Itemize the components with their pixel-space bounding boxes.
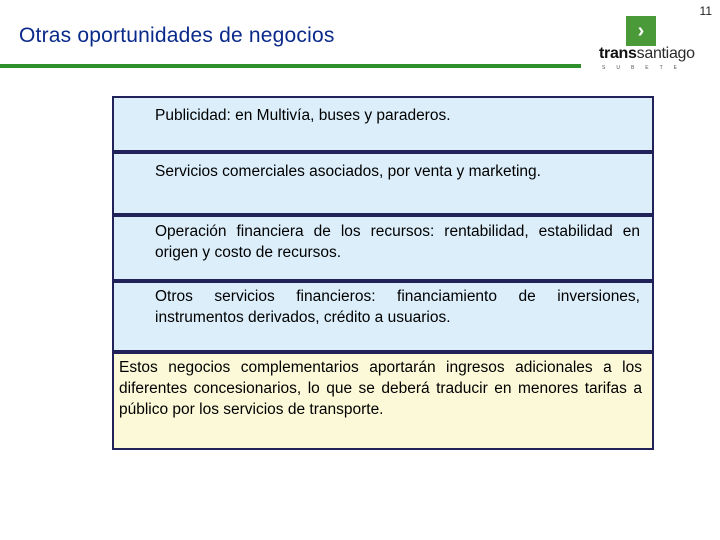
- list-item-text: Servicios comerciales asociados, por venta y marketing.: [155, 163, 541, 180]
- list-item: [112, 152, 654, 215]
- list-item: [112, 215, 654, 281]
- logo-arrow-icon: ›: [626, 16, 656, 46]
- list-item-text: Publicidad: en Multivía, buses y paraderos.: [155, 107, 451, 124]
- slide-title: Otras oportunidades de negocios: [19, 24, 335, 47]
- list-item: [112, 281, 654, 352]
- logo-wordmark: transsantiago: [599, 45, 695, 62]
- summary-text: Estos negocios complementarios aportarán ingresos adicionales a los diferentes concesionarios, lo que se deberá traducir en menores tarifas a público por los servicios de transporte.: [119, 359, 642, 418]
- summary-box: [112, 352, 654, 450]
- list-item-text: Operación financiera de los recursos: rentabilidad, estabilidad en origen y costo de recursos.: [155, 223, 640, 261]
- page-number: 11: [699, 4, 712, 18]
- transantiago-logo: [596, 16, 696, 74]
- list-item-text: Otros servicios financieros: financiamiento de inversiones, instrumentos derivados, crédito a usuarios.: [155, 288, 640, 326]
- title-underline: [0, 64, 581, 68]
- list-item: [112, 96, 654, 152]
- logo-subtitle: SUBETE: [602, 65, 689, 71]
